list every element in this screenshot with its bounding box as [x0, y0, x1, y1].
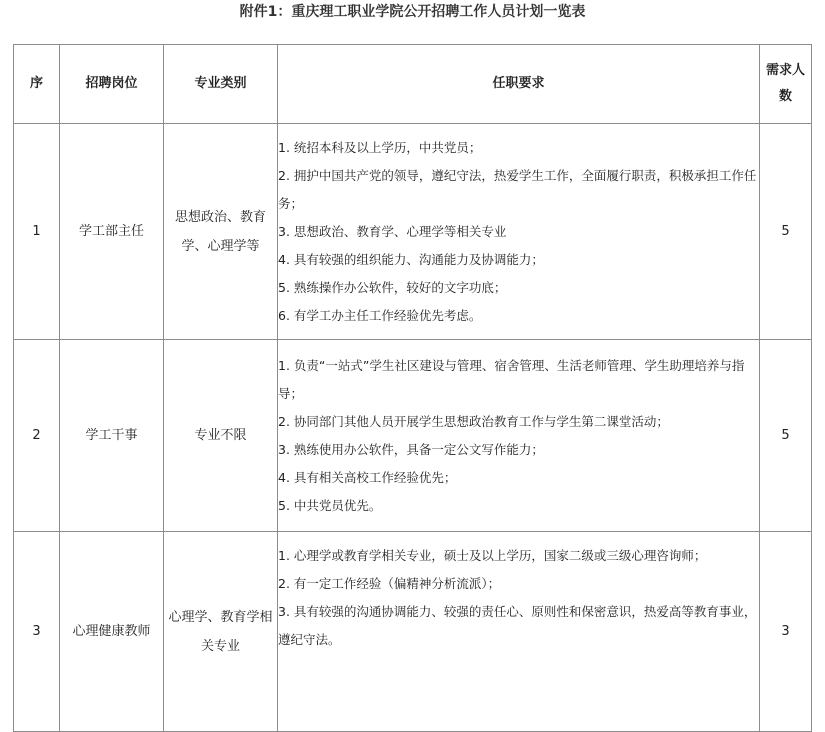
requirement-item: 3. 熟练使用办公软件，具备一定公文写作能力；: [278, 441, 544, 457]
table-row: [14, 124, 812, 340]
row-requirements: [278, 124, 760, 340]
row-position: 学工部主任: [60, 124, 164, 340]
header-seq: 序: [14, 45, 60, 124]
header-count: 需求人数: [760, 45, 812, 124]
requirement-item: 1. 心理学或教育学相关专业，硕士及以上学历，国家二级或三级心理咨询师；: [278, 548, 707, 563]
row-requirements: [278, 532, 760, 732]
requirement-item: 2. 协同部门其他人员开展学生思想政治教育工作与学生第二课堂活动；: [278, 413, 669, 429]
row-seq: 3: [14, 532, 60, 732]
row-count: 3: [760, 532, 812, 732]
recruitment-plan-table: [13, 44, 812, 732]
requirement-item: 4. 具有较强的组织能力、沟通能力及协调能力；: [278, 251, 544, 267]
table-header-row: [14, 45, 812, 124]
requirement-item: 5. 中共党员优先。: [278, 497, 382, 513]
header-requirements: 任职要求: [278, 45, 760, 124]
requirement-item: 1. 统招本科及以上学历，中共党员；: [278, 139, 482, 155]
requirement-item: 1. 负责“一站式”学生社区建设与管理、宿舍管理、生活老师管理、学生助理培养与指导；: [278, 357, 745, 401]
requirement-item: 4. 具有相关高校工作经验优先；: [278, 469, 457, 485]
row-position: 心理健康教师: [60, 532, 164, 732]
requirement-item: 2. 拥护中国共产党的领导，遵纪守法，热爱学生工作，全面履行职责，积极承担工作任务；: [278, 167, 757, 211]
header-major: 专业类别: [164, 45, 278, 124]
requirement-item: 2. 有一定工作经验（偏精神分析流派）；: [278, 576, 501, 591]
requirement-item: 6. 有学工办主任工作经验优先考虑。: [278, 307, 482, 323]
row-major: 心理学、教育学相关专业: [164, 532, 278, 732]
row-seq: 1: [14, 124, 60, 340]
row-count: 5: [760, 340, 812, 532]
row-count: 5: [760, 124, 812, 340]
table-row: [14, 340, 812, 532]
header-position: 招聘岗位: [60, 45, 164, 124]
row-position: 学工干事: [60, 340, 164, 532]
requirement-item: 3. 思想政治、教育学、心理学等相关专业: [278, 223, 507, 239]
row-major: 专业不限: [164, 340, 278, 532]
table-row: [14, 532, 812, 732]
requirement-item: 3. 具有较强的沟通协调能力、较强的责任心、原则性和保密意识，热爱高等教育事业，遵纪守法。: [278, 604, 757, 647]
row-major: 思想政治、教育学、心理学等: [164, 124, 278, 340]
requirement-item: 5. 熟练操作办公软件，较好的文字功底；: [278, 279, 507, 295]
row-requirements: [278, 340, 760, 532]
document-title: 附件1：重庆理工职业学院公开招聘工作人员计划一览表: [239, 4, 586, 20]
row-seq: 2: [14, 340, 60, 532]
